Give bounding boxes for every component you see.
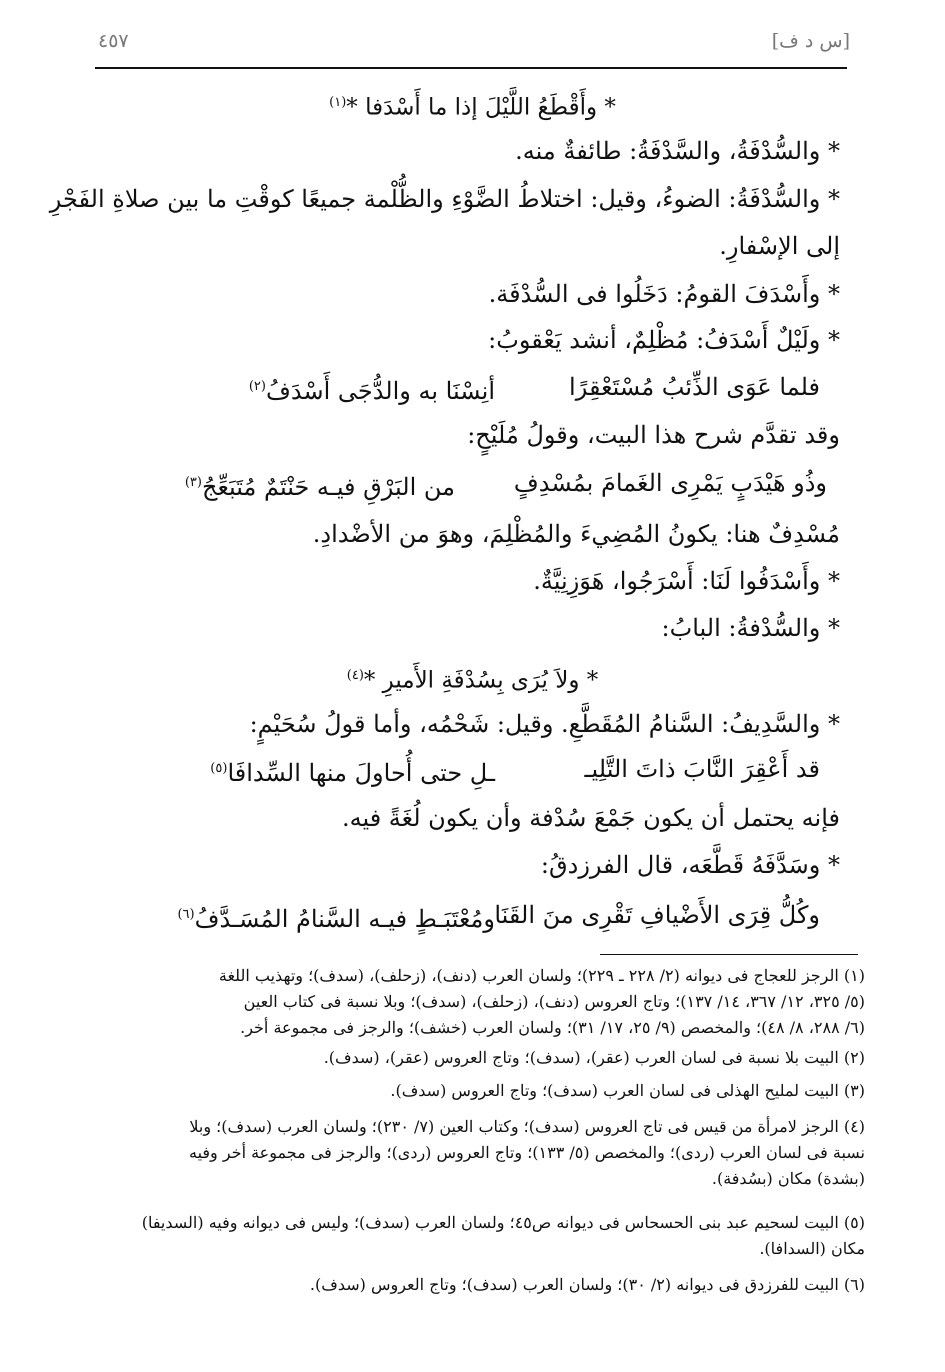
text-line: وقد تقدَّم شرح هذا البيت، وقولُ مُلَيْحٍ: — [467, 421, 840, 449]
text-line: * وسَدَّفَهُ قَطَّعَه، قال الفرزدقُ: — [540, 851, 840, 879]
verse-hemistich-first: فلما عَوَى الذِّئبُ مُسْتَعْقِرًا — [569, 373, 820, 401]
text-line: مُسْدِفٌ هنا: يكونُ المُضِيءَ والمُظْلِمَ، وهوَ من الأضْدادِ. — [312, 520, 840, 548]
footnote-4-cont: (بشدة) مكان (بسُدفة). — [711, 1169, 865, 1188]
footnote-3: (٣) البيت لمليح الهذلى فى لسان العرب (سدف)؛ وتاج العروس (سدف). — [390, 1081, 865, 1100]
footnote-1-cont: (٦/ ٢٨٨، ٨/ ٤٨)؛ والمخصص (٩/ ٢٥، ١٧/ ٣١)؛ ولسان العرب (خشف)؛ والرجز فى مجموعة أخر. — [240, 1018, 865, 1037]
footnote-2: (٢) البيت بلا نسبة فى لسان العرب (عقر)، (سدف)؛ وتاج العروس (عقر)، (سدف). — [323, 1048, 865, 1067]
verse-hemistich-first: وذُو هَيْدَبٍ يَمْرِى الغَمامَ بمُسْدِفٍ — [513, 469, 827, 497]
footnote-5: (٥) البيت لسحيم عبد بنى الحسحاس فى ديوانه ص٤٥؛ ولسان العرب (سدف)؛ وليس فى ديوانه وفيه (السديفا) — [141, 1213, 865, 1232]
verse-hemistich-second: ومُعْتَبَـطٍ فيـه السَّنامُ المُسَـدَّفُ$^{(٦)}$ — [177, 905, 495, 933]
footnote-ref-3: (٣) — [184, 475, 202, 490]
footnote-ref-4: (٤) — [346, 668, 364, 683]
footnote-5-cont: مكان (السدافا). — [759, 1239, 865, 1258]
footnote-1-cont: (٥/ ٣٢٥، ١٢/ ٣٦٧، ١٤/ ١٣٧)؛ وتاج العروس (دنف)، (زحلف)، (سدف)؛ وبلا نسبة فى كتاب العين — [243, 992, 865, 1011]
verse-hemistich-second: من البَرْقِ فيـه حَنْتَمٌ مُتَبَعِّجُ$^{(٣)}$ — [184, 473, 455, 501]
text-line: فإنه يحتمل أن يكون جَمْعَ سُدْفة وأن يكون لُغَةً فيه. — [341, 804, 840, 832]
text-line: * والسُّدْفةُ: البابُ: — [661, 614, 840, 642]
text-line: * ولَيْلٌ أَسْدَفُ: مُظْلِمٌ، أنشد يَعْقوبُ: — [488, 326, 840, 354]
rajaz-line-1: * وأَقْطَعُ اللَّيْلَ إذا ما أَسْدَفا *$^{(١)}$ — [329, 94, 616, 121]
rajaz-line-2: * ولاَ يُرَى بِسُدْفَةِ الأَميرِ *$^{(٤)}$ — [346, 667, 599, 694]
verse-hemistich-second: ـلِ حتى أُحاولَ منها السِّدافَا$^{(٥)}$ — [210, 759, 495, 787]
footnote-ref-2: (٢) — [248, 379, 266, 394]
text-line: * والسُّدْفَةُ، والسَّدْفَةُ: طائفةٌ منه. — [515, 137, 840, 165]
text-line: * وأَسْدَفُوا لَنَا: أَسْرَجُوا، هَوَزِنِيَّةٌ. — [533, 567, 840, 595]
text-line: * والسُّدْفَةُ: الضوءُ، وقيل: اختلاطُ الضَّوْءِ والظُّلْمة جميعًا كوقْتِ ما بين صلاةِ الفَجْرِ — [49, 185, 840, 213]
text-line: * والسَّدِيفُ: السَّنامُ المُقَطَّعِ. وقيل: شَحْمُه، وأما قولُ سُحَيْمٍ: — [249, 710, 840, 738]
header-rule — [95, 67, 847, 69]
text-line: إلى الإسْفارِ. — [719, 232, 840, 260]
verse-hemistich-second: أنِسْنَا به والدُّجَى أَسْدَفُ$^{(٢)}$ — [248, 377, 495, 405]
text-line: * وأَسْدَفَ القومُ: دَخَلُوا فى السُّدْفَة. — [488, 280, 840, 308]
footnote-ref-5: (٥) — [210, 761, 228, 776]
footnote-ref-1: (١) — [329, 95, 347, 110]
verse-hemistich-first: قد أَعْقِرَ النَّابَ ذاتَ التَّلِيـ — [584, 755, 820, 783]
footnote-rule — [600, 954, 858, 955]
footnote-1: (١) الرجز للعجاج فى ديوانه (٢/ ٢٢٨ ـ ٢٢٩)؛ ولسان العرب (دنف)، (زحلف)، (سدف)؛ وتهذيب اللغة — [218, 966, 865, 985]
footnote-4-cont: نسبة فى لسان العرب (ردى)؛ والمخصص (٥/ ١٣٣)؛ وتاج العروس (ردى)؛ والرجز فى مجموعة أخر وفيه — [188, 1143, 865, 1162]
footnote-6: (٦) البيت للفرزدق فى ديوانه (٢/ ٣٠)؛ ولسان العرب (سدف)؛ وتاج العروس (سدف). — [309, 1275, 865, 1294]
footnote-4: (٤) الرجز لامرأة من قيس فى تاج العروس (سدف)؛ وكتاب العين (٧/ ٢٣٠)؛ ولسان العرب (سدف)؛ وبلا — [189, 1117, 865, 1136]
footnote-ref-6: (٦) — [177, 907, 195, 922]
page-number: ٤٥٧ — [98, 30, 129, 52]
verse-hemistich-first: وكُلُّ قِرَى الأَضْيافِ تَقْرِى منَ القَنَا — [494, 901, 820, 929]
running-header: [س د ف] — [771, 30, 850, 52]
